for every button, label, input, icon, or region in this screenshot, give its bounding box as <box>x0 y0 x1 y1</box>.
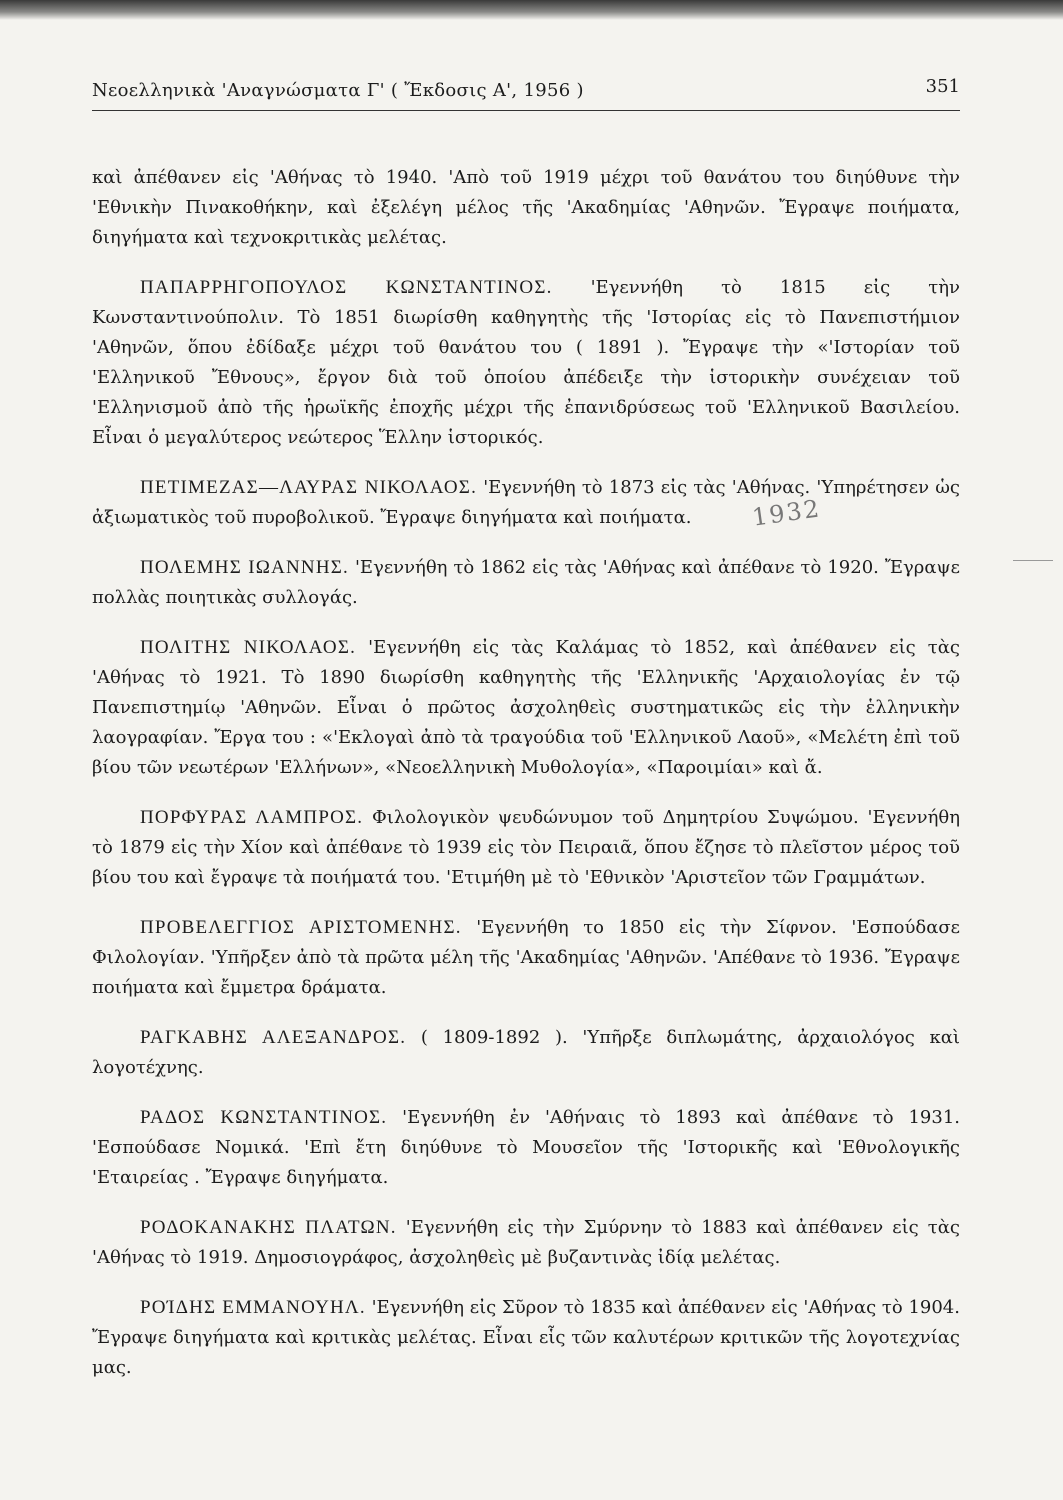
entry-text: Φιλολογικὸν ψευδώνυμον τοῦ Δημητρίου Συψώμου. 'Εγεννήθη τὸ 1879 εἰς τὴν Χίον καὶ ἀπέθανε τὸ 1939 εἰς τὸν Πειραιᾶ, ὅπου ἔζησε τὸ πλεῖστον μέρος τοῦ βίου του καὶ ἔγραψε τὰ ποιήματά του. 'Ετιμήθη μὲ τὸ 'Εθνικὸν 'Αριστεῖον τῶν Γραμμάτων. <box>92 807 960 888</box>
entry-provelengios <box>92 913 960 1003</box>
page-body <box>92 111 960 1383</box>
entry-name: ΠΕΤΙΜΕΖΑΣ—ΛΑΥΡΑΣ ΝΙΚΟΛΑΟΣ. <box>140 477 478 498</box>
entry-petimezas <box>92 473 960 533</box>
entry-politis <box>92 633 960 783</box>
entry-name: ΠΟΡΦΥΡΑΣ ΛΑΜΠΡΟΣ. <box>140 807 364 828</box>
entry-name: ΠΑΠΑΡΡΗΓΟΠΟΥΛΟΣ ΚΩΝΣΤΑΝΤΙΝΟΣ. <box>140 277 553 298</box>
entry-name: ΠΟΛΕΜΗΣ ΙΩΑΝΝΗΣ. <box>140 557 349 578</box>
entry-text: 'Εγεννήθη το 1850 εἰς τὴν Σίφνον. 'Εσπούδασε Φιλολογίαν. 'Υπῆρξεν ἀπὸ τὰ πρῶτα μέλη τῆς 'Ακαδημίας 'Αθηνῶν. 'Απέθανε τὸ 1936. Ἔγραψε ποιήματα καὶ ἔμμετρα δράματα. <box>92 917 960 998</box>
running-title: Νεοελληνικὰ 'Αναγνώσματα Γ' ( Ἔκδοσις Α', 1956 ) <box>92 80 584 101</box>
entry-text: 'Εγεννήθη τὸ 1862 εἰς τὰς 'Αθήνας καὶ ἀπέθανε τὸ 1920. Ἔγραψε πολλὰς ποιητικὰς συλλογάς. <box>92 557 960 608</box>
entry-name: ΠΡΟΒΕΛΕΓΓΙΟΣ ΑΡΙΣΤΟΜΕΝΗΣ. <box>140 917 462 938</box>
book-page <box>92 60 960 1403</box>
entry-text: 'Εγεννήθη ἐν 'Αθήναις τὸ 1893 καὶ ἀπέθανε τὸ 1931. 'Εσπούδασε Νομικά. 'Επὶ ἔτη διηύθυνε τὸ Μουσεῖον τῆς 'Ιστορικῆς καὶ 'Εθνολογικῆς 'Εταιρείας . Ἔγραψε διηγήματα. <box>92 1107 960 1188</box>
entry-name: ΡΑΔΟΣ ΚΩΝΣΤΑΝΤΙΝΟΣ. <box>140 1107 388 1128</box>
page-header <box>92 60 960 111</box>
scan-artifact-line <box>1013 560 1053 561</box>
entry-name: ΡΑΓΚΑΒΗΣ ΑΛΕΞΑΝΔΡΟΣ. <box>140 1027 407 1048</box>
entry-text: 'Εγεννήθη εἰς Σῦρον τὸ 1835 καὶ ἀπέθανεν εἰς 'Αθήνας τὸ 1904. Ἔγραψε διηγήματα καὶ κριτικὰς μελέτας. Εἶναι εἷς τῶν καλυτέρων κριτικῶν τῆς λογοτεχνίας μας. <box>92 1297 960 1378</box>
entry-roidis <box>92 1293 960 1383</box>
entry-text: 'Εγεννήθη τὸ 1873 εἰς τὰς 'Αθήνας. 'Υπηρέτησεν ὡς ἀξιωματικὸς τοῦ πυροβολικοῦ. Ἔγραψε διηγήματα καὶ ποιήματα. <box>92 477 960 528</box>
entry-name: ΡΟΔΟΚΑΝΑΚΗΣ ΠΛΑΤΩΝ. <box>140 1217 397 1238</box>
entry-porfyras <box>92 803 960 893</box>
entry-text: ( 1809-1892 ). 'Υπῆρξε διπλωμάτης, ἀρχαιολόγος καὶ λογοτέχνης. <box>92 1027 960 1078</box>
entry-name: ΡΟΊΔΗΣ ΕΜΜΑΝΟΥΗΛ. <box>140 1297 366 1318</box>
page-number: 351 <box>925 76 960 97</box>
entry-name: ΠΟΛΙΤΗΣ ΝΙΚΟΛΑΟΣ. <box>140 637 357 658</box>
scan-top-edge <box>0 0 1063 20</box>
entry-continuation <box>92 163 960 253</box>
entry-text: 'Εγεννήθη τὸ 1815 εἰς τὴν Κωνσταντινούπολιν. Τὸ 1851 διωρίσθη καθηγητὴς τῆς 'Ιστορίας εἰς τὸ Πανεπιστήμιον 'Αθηνῶν, ὅπου ἐδίδαξε μέχρι τοῦ θανάτου του ( 1891 ). Ἔγραψε τὴν «'Ιστορίαν τοῦ 'Ελληνικοῦ Ἔθνους», ἔργον διὰ τοῦ ὁποίου ἀπέδειξε τὴν ἱστορικὴν συνέχειαν τοῦ 'Ελληνισμοῦ ἀπὸ τῆς ἡρωϊκῆς ἐποχῆς μέχρι τῆς ἐπανιδρύσεως τοῦ 'Ελληνικοῦ Βασιλείου. Εἶναι ὁ μεγαλύτερος νεώτερος Ἕλλην ἱστορικός. <box>92 277 960 448</box>
entry-rodokanakis <box>92 1213 960 1273</box>
entry-text: καὶ ἀπέθανεν εἰς 'Αθήνας τὸ 1940. 'Απὸ τοῦ 1919 μέχρι τοῦ θανάτου του διηύθυνε τὴν 'Εθνικὴν Πινακοθήκην, καὶ ἐξελέγη μέλος τῆς 'Ακαδημίας 'Αθηνῶν. Ἔγραψε ποιήματα, διηγήματα καὶ τεχνοκριτικὰς μελέτας. <box>92 167 960 248</box>
handwritten-margin-note: 1932 <box>750 494 823 532</box>
entry-rados <box>92 1103 960 1193</box>
entry-text: 'Εγεννήθη εἰς τὰς Καλάμας τὸ 1852, καὶ ἀπέθανεν εἰς τὰς 'Αθήνας τὸ 1921. Τὸ 1890 διωρίσθη καθηγητὴς τῆς 'Ελληνικῆς 'Αρχαιολογίας ἐν τῷ Πανεπιστημίῳ 'Αθηνῶν. Εἶναι ὁ πρῶτος ἀσχοληθεὶς συστηματικῶς εἰς τὴν ἑλληνικὴν λαογραφίαν. Ἔργα του : «'Εκλογαὶ ἀπὸ τὰ τραγούδια τοῦ 'Ελληνικοῦ Λαοῦ», «Μελέτη ἐπὶ τοῦ βίου τῶν νεωτέρων 'Ελλήνων», «Νεοελληνικὴ Μυθολογία», «Παροιμίαι» καὶ ἄ. <box>92 637 960 778</box>
entry-text: 'Εγεννήθη εἰς τὴν Σμύρνην τὸ 1883 καὶ ἀπέθανεν εἰς τὰς 'Αθήνας τὸ 1919. Δημοσιογράφος, ἀσχοληθεὶς μὲ βυζαντινὰς ἰδίᾳ μελέτας. <box>92 1217 960 1268</box>
entry-paparrigopoulos <box>92 273 960 453</box>
entry-ragkavis <box>92 1023 960 1083</box>
entry-polemis <box>92 553 960 613</box>
